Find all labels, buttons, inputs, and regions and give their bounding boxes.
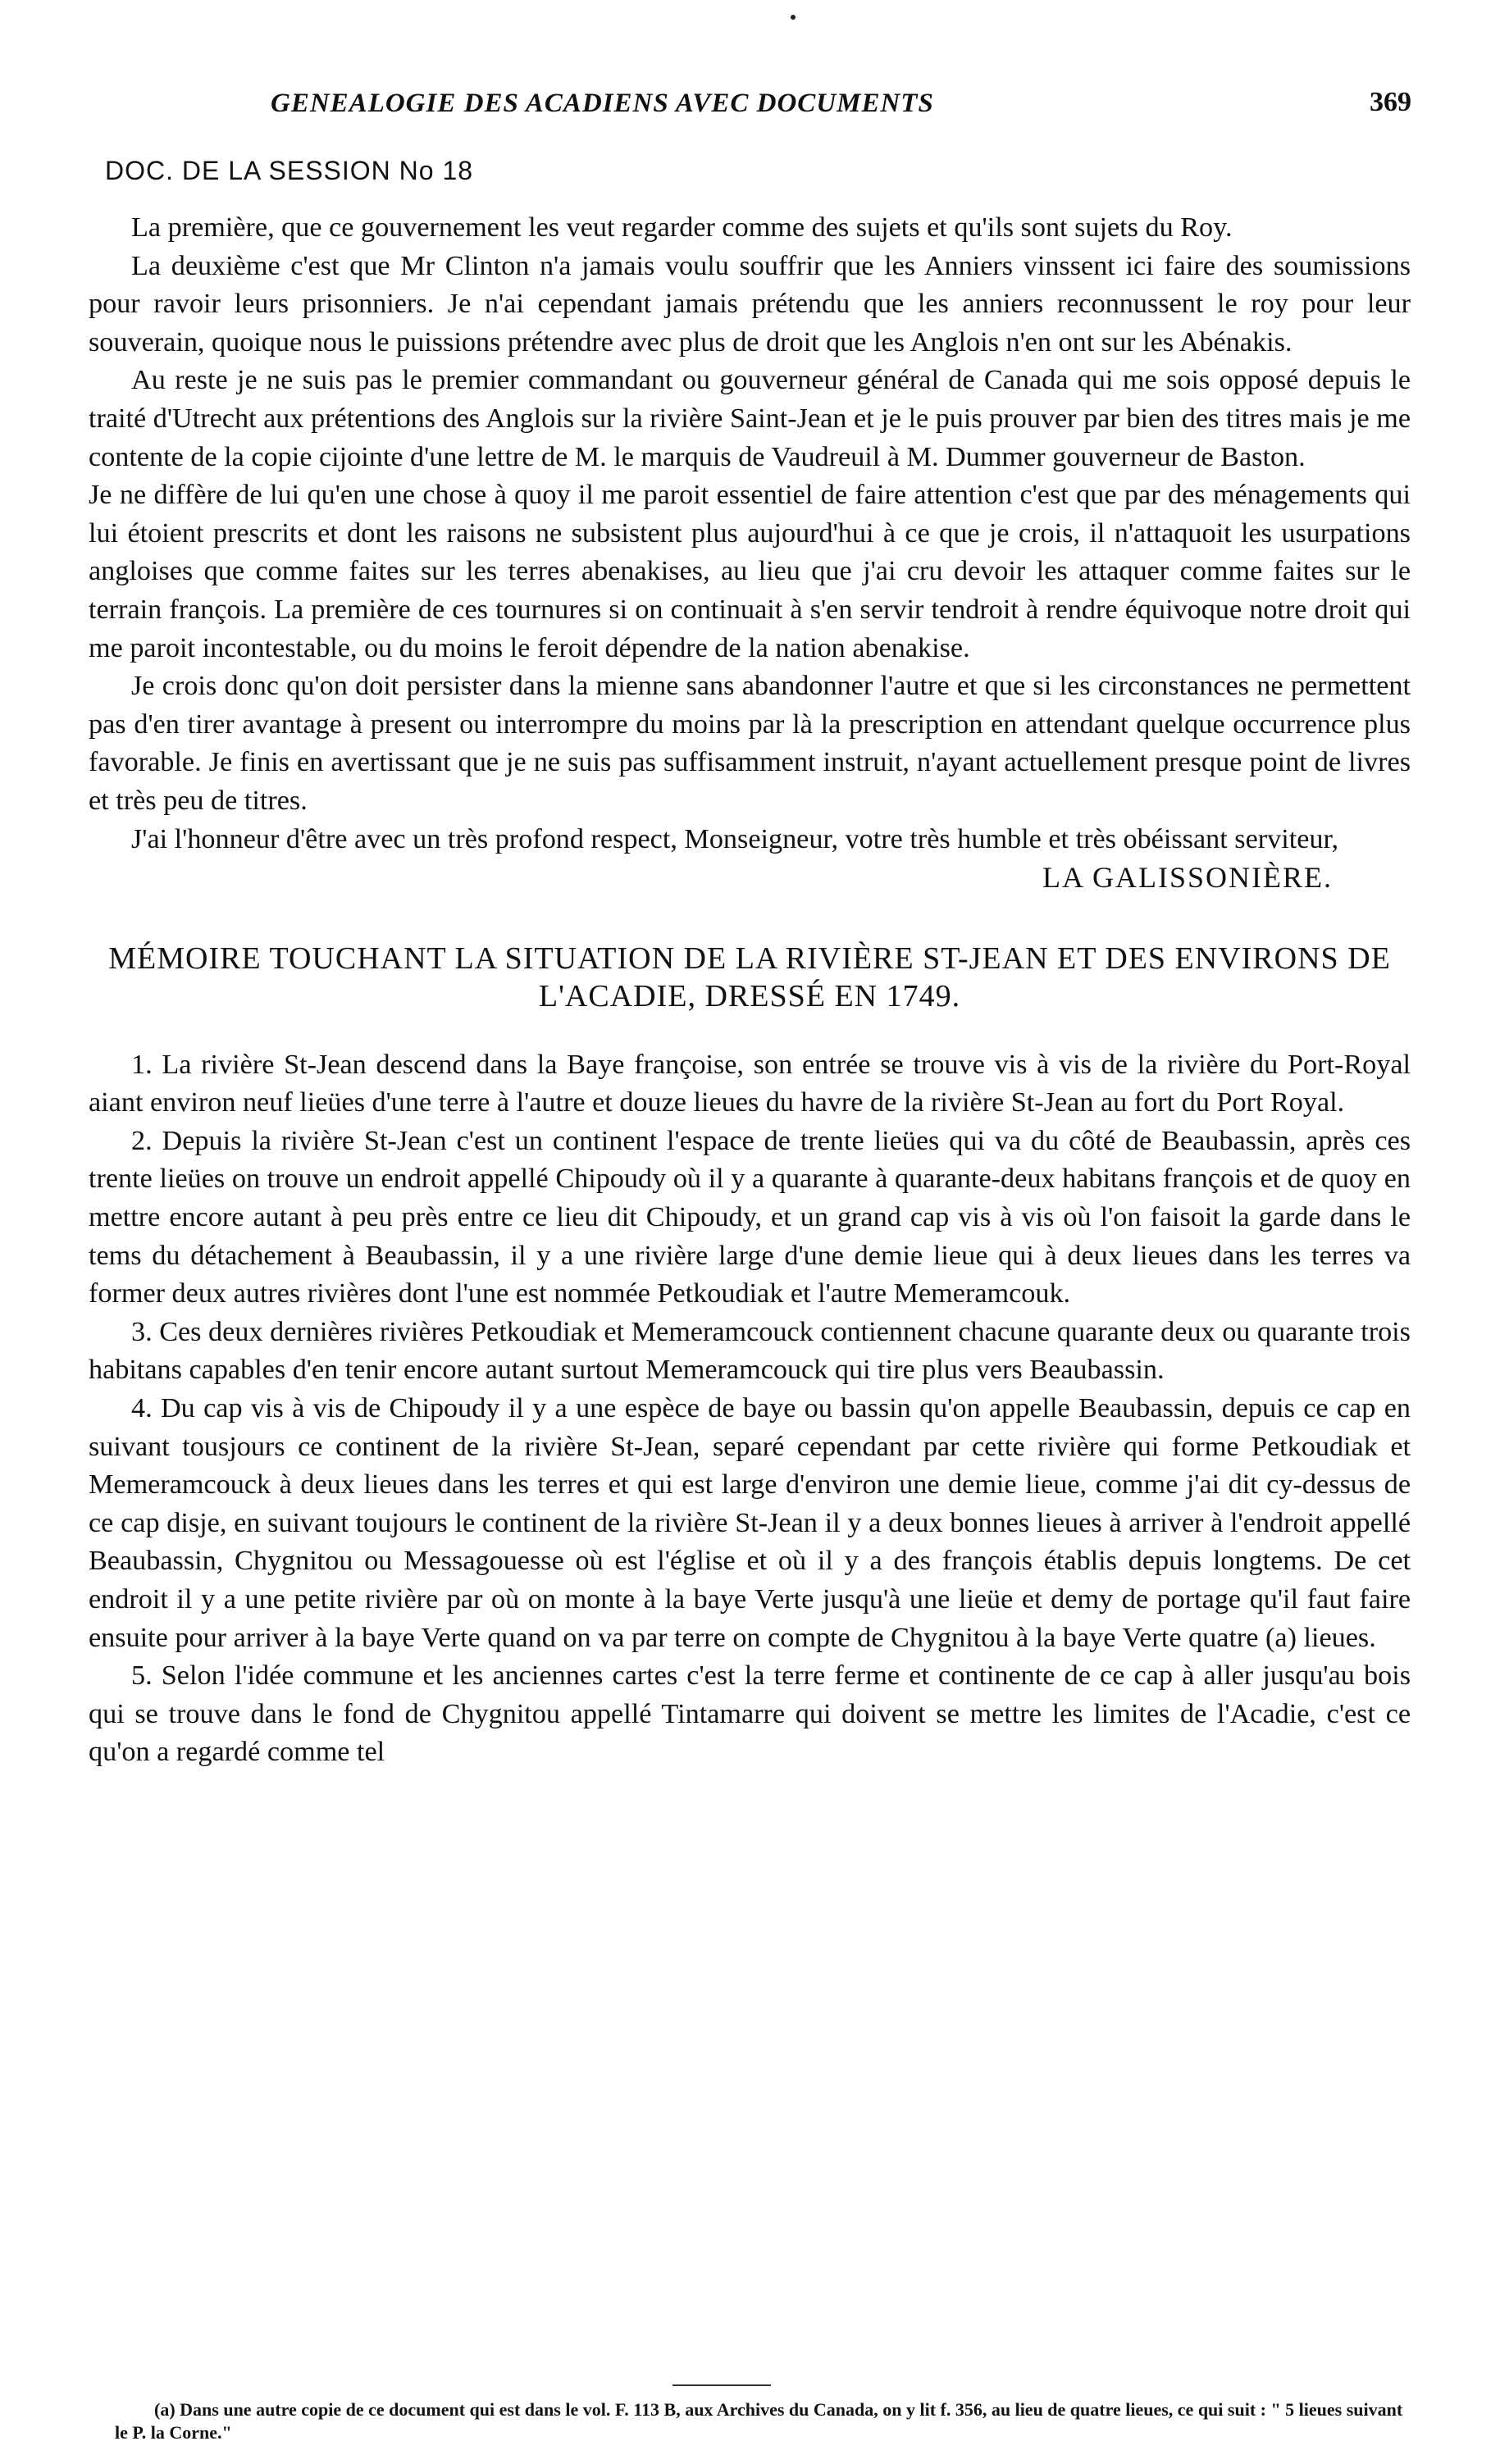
letter-paragraph: Je crois donc qu'on doit persister dans la mienne sans abandonner l'autre et que si les circonstances ne permettent pas d'en tirer avantage à present ou interrompre du moins par là la prescription en attendant quelque occurrence plus favorable. Je finis en avertissant que je ne suis pas suffisamment instruit, n'ayant actuellement presque point de livres et très peu de titres.	[89, 671, 1411, 816]
letter-signature: LA GALISSONIÈRE.	[1042, 861, 1333, 895]
footnote-text: (a) Dans une autre copie de ce document qui est dans le vol. F. 113 B, aux Archives du Canada, on y lit f. 356, au lieu de quatre lieues, ce qui suit : " 5 lieues suivant le P. la Corne."	[115, 2399, 1403, 2443]
letter-paragraph: La deuxième c'est que Mr Clinton n'a jamais voulu souffrir que les Anniers vinssent ici faire des soumissions pour ravoir leurs prisonniers. Je n'ai cependant jamais prétendu que les anniers reconnussent le roy pour leur souverain, quoique nous le puissions prétendre avec plus de droit que les Anglois n'en ont sur les Abénakis.	[89, 250, 1411, 358]
running-title: GENEALOGIE DES ACADIENS AVEC DOCUMENTS	[271, 89, 934, 118]
letter-paragraph: Au reste je ne suis pas le premier commandant ou gouverneur général de Canada qui me sois opposé depuis le traité d'Utrecht aux prétentions des Anglois sur la rivière Saint-Jean et je le puis prouver par bien des titres mais je me contente de la copie cijointe d'une lettre de M. le marquis de Vaudreuil à M. Dummer gouverneur de Baston.	[89, 365, 1411, 472]
letter-paragraph: La première, que ce gouvernement les veut regarder comme des sujets et qu'ils sont sujets du Roy.	[131, 212, 1233, 243]
memoire-title: MÉMOIRE TOUCHANT LA SITUATION DE LA RIVIÈRE ST-JEAN ET DES ENVIRONS DE L'ACADIE, DRESSÉ EN 1749.	[108, 941, 1391, 1013]
memoire-paragraph: 5. Selon l'idée commune et les anciennes cartes c'est la terre ferme et continente de ce cap à aller jusqu'au bois qui se trouve dans le fond de Chygnitou appellé Tintamarre qui doivent se mettre les limites de l'Acadie, c'est ce qu'on a regardé comme tel	[89, 1660, 1411, 1768]
memoire-paragraph: 4. Du cap vis à vis de Chipoudy il y a une espèce de baye ou bassin qu'on appelle Beaubassin, depuis ce cap en suivant tousjours ce continent de la rivière St-Jean, separé cependant par cette rivière qui forme Petkoudiak et Memeramcouck à deux lieues dans les terres et qui est large d'environ une demie lieue, comme j'ai dit cy-dessus de ce cap disje, en suivant toujours le continent de la rivière St-Jean il y a deux bonnes lieues à arriver à l'endroit appellé Beaubassin, Chygnitou ou Messagouesse où est l'église et où il y a des françois établis depuis longtems. De cet endroit il y a une petite rivière par où on monte à la baye Verte jusqu'à une lieüe et demy de portage qu'il faut faire ensuite pour arriver à la baye Verte quand on va par terre on compte de Chygnitou à la baye Verte quatre (a) lieues.	[89, 1393, 1411, 1653]
memoire-paragraph: 2. Depuis la rivière St-Jean c'est un continent l'espace de trente lieües qui va du côté de Beaubassin, après ces trente lieües on trouve un endroit appellé Chipoudy où il y a quarante à quarante-deux habitans françois et de quoy en mettre encore autant à peu près entre ce lieu dit Chipoudy, et un grand cap vis à vis où l'on faisoit la garde dans le tems du détachement à Beaubassin, il y a une rivière large d'une demie lieue qui à deux lieues dans les terres va former deux autres rivières dont l'une est nommée Petkoudiak et l'autre Memeramcouk.	[89, 1125, 1411, 1309]
scan-speck	[791, 15, 796, 20]
letter-paragraph: J'ai l'honneur d'être avec un très profond respect, Monseigneur, votre très humble et très obéissant serviteur,	[131, 823, 1339, 854]
page-body	[89, 209, 1411, 1772]
footnote	[115, 2398, 1411, 2444]
doc-session-label: DOC. DE LA SESSION No 18	[105, 156, 474, 185]
page-number: 369	[1370, 87, 1411, 117]
letter-paragraph: Je ne diffère de lui qu'en une chose à quoy il me paroit essentiel de faire attention c'est que par des ménagements qui lui étoient prescrits et dont les raisons ne subsistent plus aujourd'hui à ce que je crois, il n'attaquoit les usurpations angloises que comme faites sur les terres abenakises, au lieu que j'ai cru devoir les attaquer comme faites sur le terrain françois. La première de ces tournures si on continuait à s'en servir tendroit à rendre équivoque notre droit qui me paroit incontestable, ou du moins le feroit dépendre de la nation abenakise.	[89, 480, 1411, 663]
memoire-paragraph: 1. La rivière St-Jean descend dans la Baye françoise, son entrée se trouve vis à vis de la rivière du Port-Royal aiant environ neuf lieües d'une terre à l'autre et douze lieues du havre de la rivière St-Jean au fort du Port Royal.	[89, 1049, 1411, 1118]
memoire-paragraph: 3. Ces deux dernières rivières Petkoudiak et Memeramcouck contiennent chacune quarante deux ou quarante trois habitans capables d'en tenir encore autant surtout Memeramcouck qui tire plus vers Beaubassin.	[89, 1316, 1411, 1386]
footnote-rule	[672, 2384, 771, 2386]
